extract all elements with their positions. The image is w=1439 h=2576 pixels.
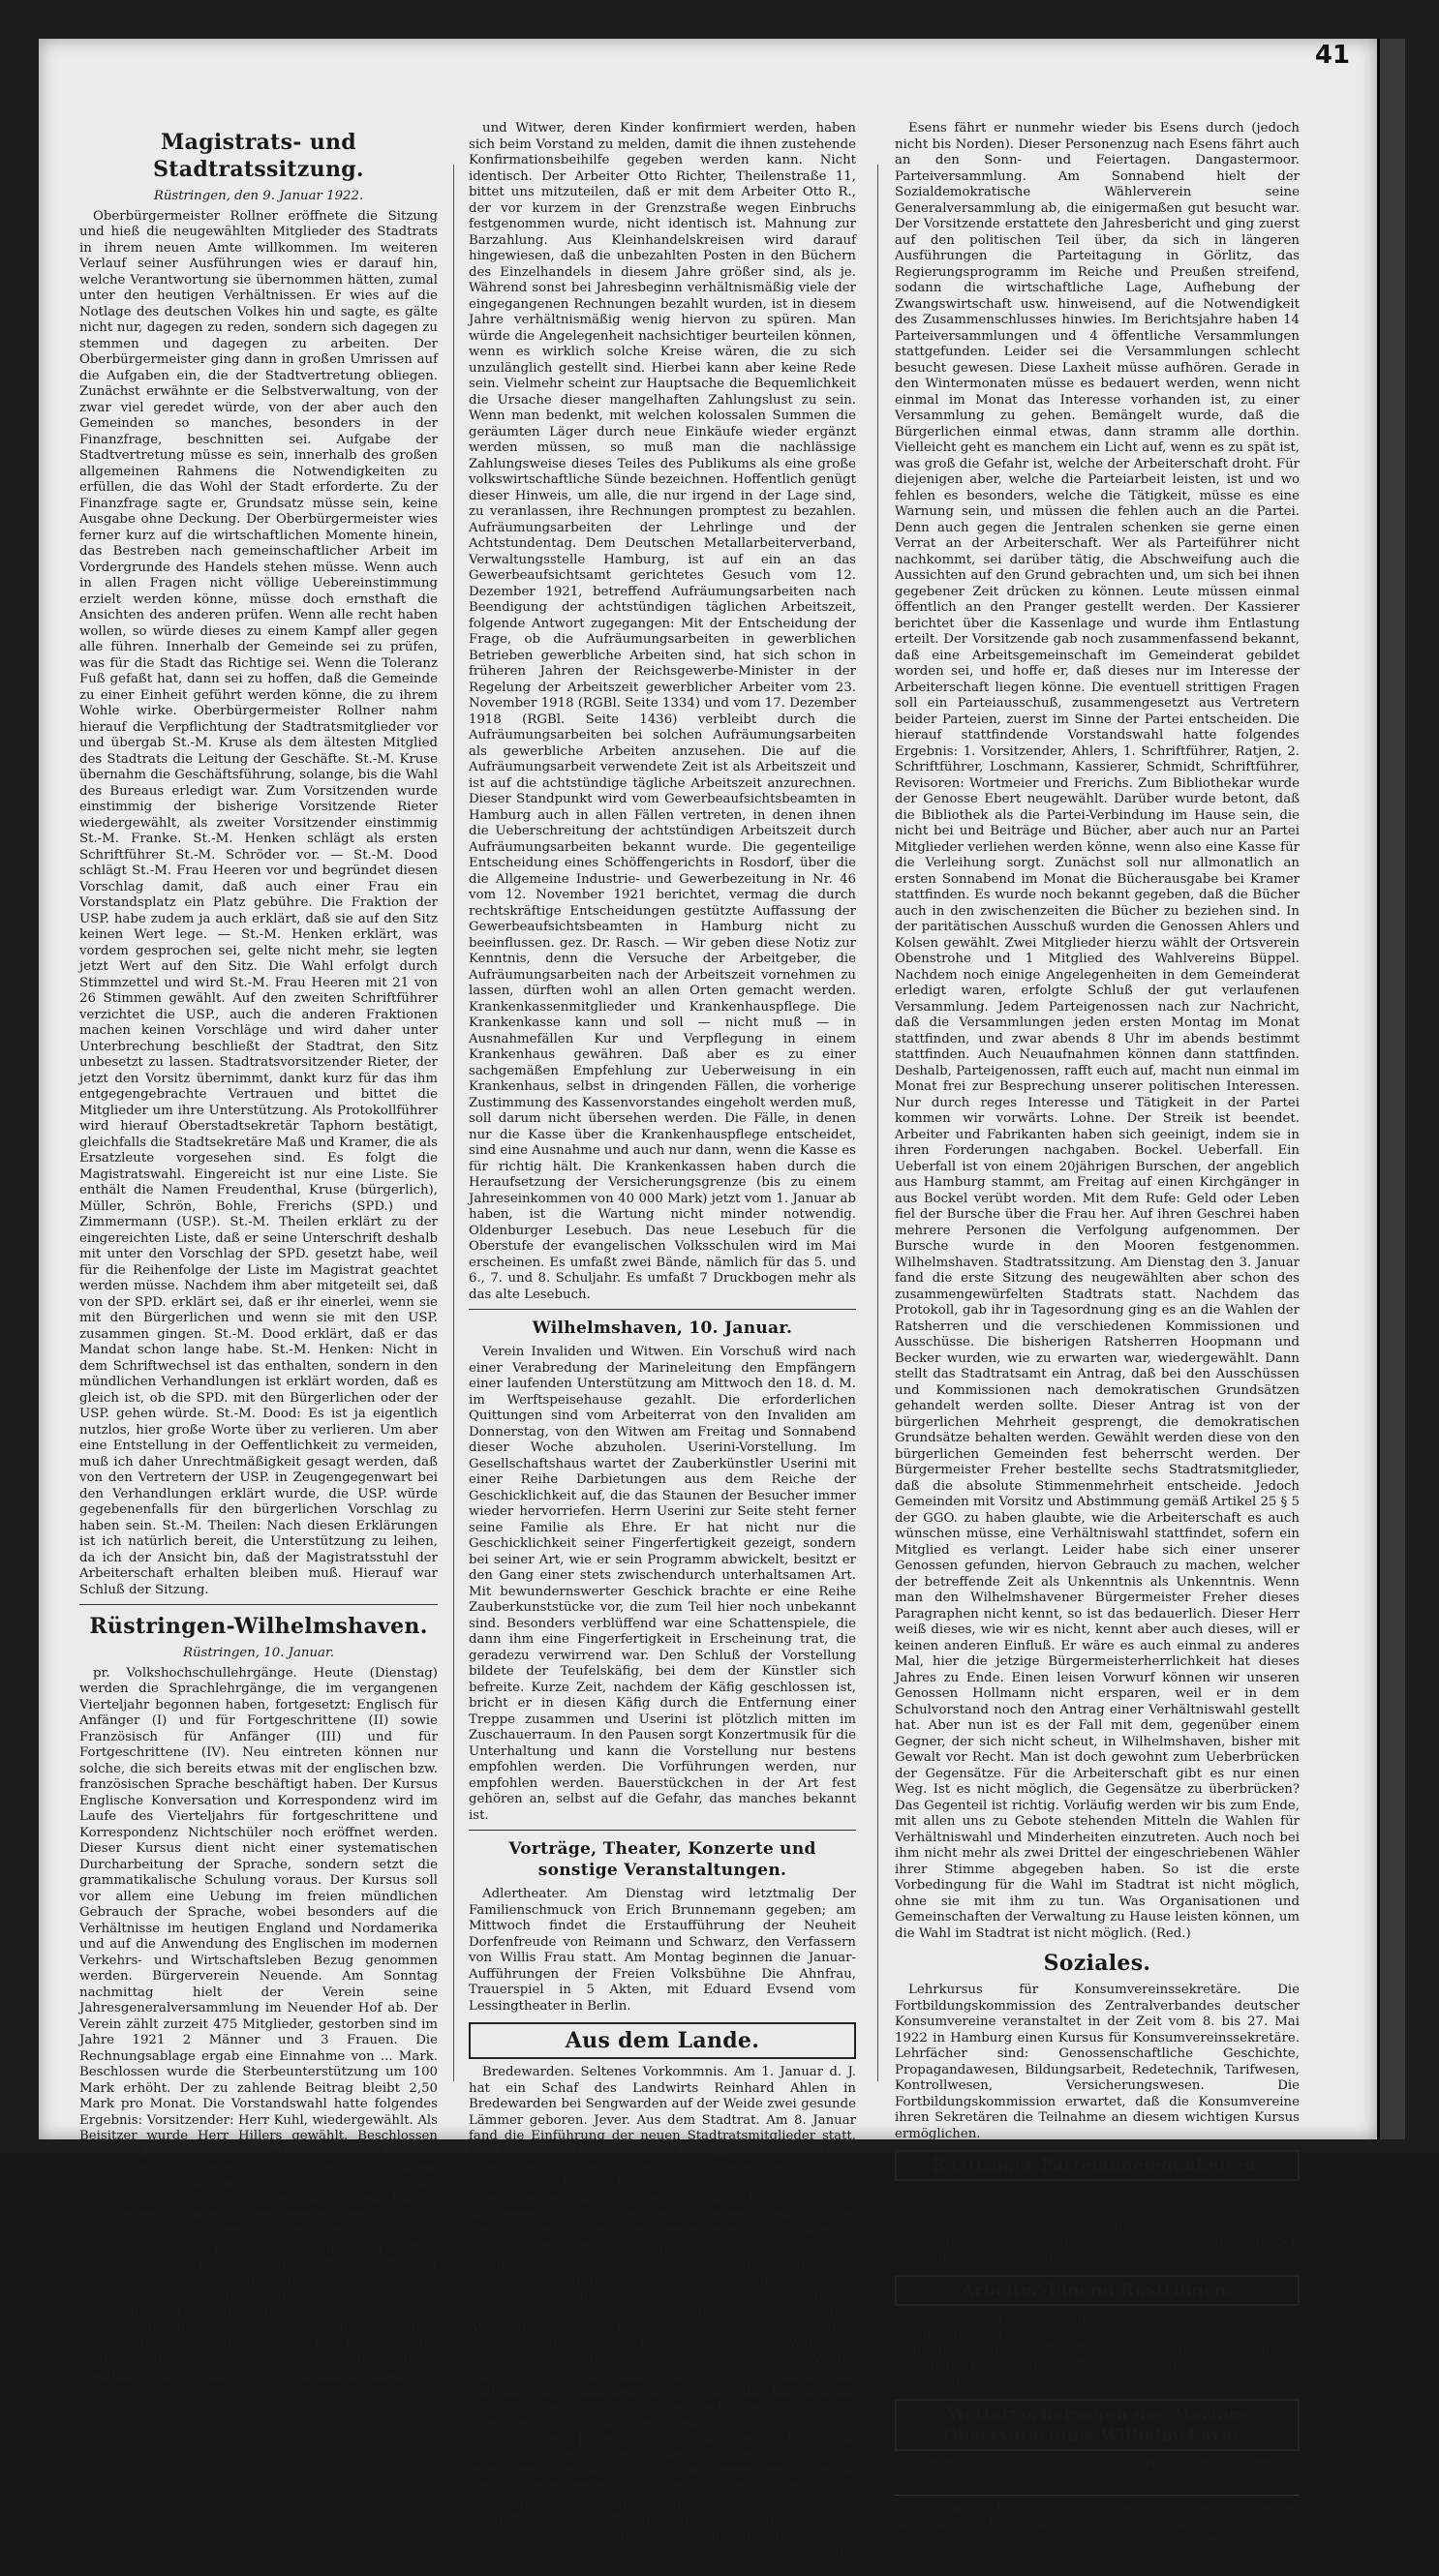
article-body: Bredewarden. Seltenes Vorkommnis. Am 1. Januar d. J. hat ein Schaf des Landwirts Reinhard Ahlen in Bredewarden bei Sengwarden auf der Weide zwei gesunde Lämmer geboren. Jever. Aus dem Stadtrat. Am 8. Januar fand die Einführung der neuen Stadtratsmitglieder statt. Der Bürgermeister berichtete kurz über die Tätigkeit des alten Stadtrats, worauf es zu den Neuwahlen kam. Es wurden als Beigeordnete gewählt: Stellvertreter des Bürgermeisters wurde Herr Kaufmann Brader und als Stellvertreter Bauunternehmer Carstens gewählt, das Protokoll ist Schiels einstimmig gewählt. Ueberwahl. Diese Stadtratssitzung kennzeichnete sich durch eine phlegmatische Verbindung einzelner Magistratsmitglieder mit anderen Mitgliedern, die keine Auskunft über die Tätigkeit erteilten, zuzuhalten hatten ... Bürgermeister als Vorsitzender des Rates darauf hinweisen, wenn weitere Auskunft zur Sache gefordert werden sollte, daß begonnen werden wolle, in der Einladung von der Wahl des Bürgermeisters ein Einspruch erhoben werde. Weiter wurde eine große Anzahl von Anträgen gestellt, die Auflösung des Rathauses zu erweitern, das Gas und die Beleuchtungen der Stadt sollen nach ihrer Einrichtung, soweit er ihre Ratskollegen zustimmten und es ist die Folge in den Jahren gebracht werden. Ueber diese Einrichtung der weiteren Abstimmungen wurde nach weitschweifigen Debatten die Abstimmung resultatlos. — Der Nachmittagszug nach Esens. Von der Nordenbahn ist, zu, wenn ein Zug 5 Uhr 45 Min. ab Esens sowie der nach Abfahrt des zum Wittmund fahrenden Zuges vom 29. Dezember ab Nordbahnhof zu fahren. Auf Antrag bei der Handelskammer haben sich deswegen Handels- und Gewerbekreise. [469, 2065, 856, 2575]
column-1 [79, 121, 438, 2383]
article-body: Heute abend 8 Uhr im Parteibureau: Uebung der Musikgruppe. Morgen abend pünktlich 8 Uhr im Jugendheim: Generalversammlung. Das Erscheinen sämtlicher Mitglieder ist Pflicht. Freitag abend: Zusammenkunft der Tanzgruppe. Der Vorstand. [895, 2311, 1300, 2390]
dateline: Rüstringen, 10. Januar. [182, 1646, 335, 1660]
section-heading: Arbeiter-Jugend Rüstringen. [895, 2275, 1300, 2306]
article-body: Esens fährt er nunmehr wieder bis Esens durch (jedoch nicht bis Norden). Dieser Personenzug nach Esens fährt auch an den Sonn- und Feiertagen. Dangastermoor. Parteiversammlung. Am Sonnabend hielt der Sozialdemokratische Wählerverein seine Generalversammlung ab, die einigermaßen gut besucht war. Der Vorsitzende erstattete den Jahresbericht und ging zuerst auf den politischen Teil über, da sich in längeren Ausführungen die Parteitagung in Görlitz, das Regierungsprogramm im Reiche und Preußen streifend, sodann die wirtschaftliche Lage, Aufhebung der Zwangswirtschaft usw. hinweisend, auf die Notwendigkeit des Zusammenschlusses hinwies. Im Berichtsjahre haben 14 Parteiversammlungen und 4 öffentliche Versammlungen stattgefunden. Leider sei die Versammlungen schlecht besucht gewesen. Diese Laxheit müsse aufhören. Gerade in den Wintermonaten müsse es bedauert werden, wenn nicht einmal im Monat das Interesse vorhanden ist, zu einer Versammlung zu gehen. Bemängelt wurde, daß die Bürgerlichen einmal etwas, dann stramm alle dorthin. Vielleicht geht es manchem ein Licht auf, wenn es zu spät ist, was groß die Gefahr ist, welche der Arbeiterschaft droht. Für diejenigen aber, welche die Parteiarbeit leisten, ist und wo fehlen es besonders, welche die Tätigkeit, müsse es eine Warnung sein, und müssen die fehlen auch an die Partei. Denn auch gegen die Jentralen schenken sie gerne einen Verrat an der Arbeiterschaft. Wer als Parteiführer nicht nachkommt, sei darüber tätig, die Abschweifung auch die Aussichten auf den Grund gebrachten und, um sich bei ihnen gegebener Zeit drücken zu können. Leute müssen einmal öffentlich an den Pranger gestellt werden. Der Kassierer berichtet über die Kassenlage und wurde ihm Entlastung erteilt. Der Vorsitzende gab noch zusammenfassend bekannt, daß eine Arbeitsgemeinschaft im Gemeinderat gebildet worden sei, und hoffe er, daß dieses nur im Interesse der Arbeiterschaft liegen könne. Die eventuell strittigen Fragen soll ein Parteiausschuß, zusammengesetzt aus Vertretern beider Parteien, zuerst im Sinne der Partei entscheiden. Die hierauf stattfindende Vorstandswahl hatte folgendes Ergebnis: 1. Vorsitzender, Ahlers, 1. Schriftführer, Ratjen, 2. Schriftführer, Loschmann, Kassierer, Schmidt, Schriftführer, Revisoren: Wortmeier und Frerichs. Zum Bibliothekar wurde der Genosse Ebert neugewählt. Darüber wurde betont, daß die Bibliothek als die Partei-Verbindung im Hause sein, die nicht bei und Beiträge und Bücher, aber auch nur an Partei Mitglieder verliehen werden könne, wenn also eine Kasse für die Verleihung sorgt. Zunächst soll nur allmonatlich an ersten Sonnabend im Monat die Bücherausgabe bei Kramer stattfinden. Es wurde noch bekannt gegeben, daß die Bücher auch in den zwischenzeiten die Bücher zu beziehen sind. In der paritätischen Ausschuß wurden die Genossen Ahlers und Kolsen gewählt. Zwei Mitglieder hierzu wählt der Ortsverein Obenstrohe und 1 Mitglied des Wahlvereins Büppel. Nachdem noch einige Angelegenheiten in dem Gemeinderat erledigt waren, erfolgte Schluß der gut verlaufenen Versammlung. Jedem Parteigenossen nach zur Nachricht, daß die Versammlungen jeden ersten Montag im Monat stattfinden, und zwar abends 8 Uhr im abends bestimmt stattfinden. Auch Neuaufnahmen können dann stattfinden. Deshalb, Parteigenossen, rafft euch auf, macht nun einmal im Monat frei zur Besprechung unserer politischen Interessen. Nur durch reges Interesse und Tätigkeit in der Partei kommen wir vorwärts. Lohne. Der Streik ist beendet. Arbeiter und Fabrikanten haben sich geeinigt, indem sie in ihren Forderungen nachgaben. Bockel. Ueberfall. Ein Ueberfall ist von einem 20jährigen Burschen, der angeblich aus Hamburg stammt, am Freitag auf einen Kirchgänger in aus Bockel verübt worden. Mit dem Rufe: Geld oder Leben fiel der Bursche über die Frau her. Auf ihren Geschrei haben mehrere Personen die Verfolgung aufgenommen. Der Bursche wurde in den Mooren festgenommen. Wilhelmshaven. Stadtratssitzung. Am Dienstag den 3. Januar fand die erste Sitzung des neugewählten aber schon des zusammengewürfelten Stadtrats statt. Nachdem das Protokoll, gab ihr in Tagesordnung ging es an die Wahlen der Ratsherren und die verschiedenen Kommissionen und Ausschüsse. Die bisherigen Ratsherren Hoopmann und Becker wurden, wie zu erwarten war, wiedergewählt. Dann stellt das Stadtratsamt ein Antrag, daß bei den Ausschüssen und Kommissionen nach demokratischen Grundsätzen gehandelt werden sollte. Dieser Antrag ist von der bürgerlichen Mehrheit gesprengt, die demokratischen Grundsätze behalten werden. Gewählt werden diese von den bürgerlichen Gemeinden fest beherrscht werden. Der Bürgermeister Freher bestellte sechs Stadtratsmitglieder, daß die absolute Stimmenmehrheit entscheide. Jedoch Gemeinden mit Vorsitz und Abstimmung gemäß Artikel 25 § 5 der GGO. zu haben glaubte, wie die Arbeiterschaft es auch wünschen müsse, eine Verhältniswahl stattfindet, sofern ein Mitglied es verlangt. Leider habe sich einer unserer Genossen gefunden, hiervon Gebrauch zu machen, welcher der betreffende Zeit als Unkenntnis als Unkenntnis. Wenn man den Wilhelmshavener Bürgermeister Freher dieses Paragraphen nicht kennt, so ist das bedauerlich. Dieser Herr weiß dieses, wie wir es nicht, kennt aber auch dieses, will er keinen anderen Einfluß. Er wäre es auch einmal zu anderes Mal, hier die jetzige Bürgermeisterherrlichkeit hat dieses Jahres zu Ende. Einen leisen Vorwurf können wir unseren Genossen Hollmann nicht ersparen, weil er in dem Schulvorstand noch den Antrag einer Verhältniswahl gestellt hat. Aber nun ist es der Fall mit dem, gegenüber einem Gegner, der sich nicht scheut, in Wilhelmshaven, bisher mit Gewalt vor Recht. Man ist doch gewohnt zum Ueberbrücken der Gegensätze. Für die Arbeiterschaft gibt es nur einen Weg. Ist es nicht möglich, die Gegensätze zu überbrücken? Das Gegenteil ist richtig. Vorläufig werden wir bis zum Ende, mit allen uns zu Gebote stehenden Mitteln die Wahlen für Verhältniswahl und Minderheiten einzutreten. Auch noch bei ihm nicht mehr als zwei Drittel der eingeschriebenen Wähler ihrer Stimme abgegeben haben. So ist die erste Vorbedingung für die Wahl im Stadtrat ist nicht möglich, ohne sie mit ihm zu tun. Was Organisationen und Gemeinschaften der Verwaltung zu Hause leisten können, um die Wahl im Stadtrat ist nicht möglich. (Red.) [895, 121, 1300, 1941]
section-heading: Soziales. [1043, 1951, 1151, 1976]
article-body: Adlertheater. Am Dienstag wird letztmalig Der Familienschmuck von Erich Brunnemann gegeben; am Mittwoch findet die Erstaufführung der Neuheit Dorfenfreude von Reimann und Schwarz, den Verfassern von Willis Frau statt. Am Montag beginnen die Januar-Aufführungen der Freien Volksbühne Die Ahnfrau, Trauerspiel in 5 Akten, mit Eduard Evsend vom Lessingtheater in Berlin. [469, 1887, 856, 2014]
section-heading: Rüstringen-Wilhelmshaven. [89, 1614, 428, 1639]
page-number: 41 [1314, 41, 1350, 70]
section-heading: Vorträge, Theater, Konzerte und sonstige Veranstaltungen. [508, 1839, 816, 1880]
article-body: Oberbürgermeister Rollner eröffnete die Sitzung und hieß die neugewählten Mitglieder des Stadtrats in ihrem neuen Amte willkommen. Im weiteren Verlauf seiner Ausführungen wies er darauf hin, welche Verantwortung sie übernommen hätten, zumal unter den heutigen Verhältnissen. Er wies auf die Notlage des deutschen Volkes hin und sagte, es gälte nicht nur, dagegen zu reden, sondern sich dagegen zu stemmen und dagegen zu arbeiten. Der Oberbürgermeister ging dann in großen Umrissen auf die Aufgaben ein, die der Stadtvertretung obliegen. Zunächst erwähnte er die Selbstverwaltung, von der zwar viel geredet würde, von der aber auch den Gemeinden so manches, besonders in der Finanzfrage, beschnitten sei. Aufgabe der Stadtvertretung müsse es sein, innerhalb des großen allgemeinen Rahmens die Notwendigkeiten zu erfüllen, die das Wohl der Stadt erforderte. Zu der Finanzfrage sagte er, Grundsatz müsse sein, keine Ausgabe ohne Deckung. Der Oberbürgermeister wies ferner kurz auf die wirtschaftlichen Momente hinein, das Bestreben nach gemeinschaftlicher Arbeit im Vordergrunde des Handels stehen müsse. Wenn auch in allen Fragen nicht völlige Uebereinstimmung erzielt werden könne, müsse doch ernsthaft die Ansichten des anderen prüfen. Wenn alle recht haben wollen, so würde dieses zu einem Kampf aller gegen alle führen. Innerhalb der Gemeinde sei zu prüfen, was für die Stadt das Richtige sei. Wenn die Toleranz Fuß gefaßt hat, dann sei zu hoffen, daß die Gemeinde zu einer Einheit geführt werden könne, die zu ihrem Wohle wirke. Oberbürgermeister Rollner nahm hierauf die Verpflichtung der Stadtratsmitglieder vor und übergab St.-M. Kruse als dem ältesten Mitglied des Stadtrats die Leitung der Geschäfte. St.-M. Kruse übernahm die Geschäftsführung, solange, bis die Wahl des Bureaus erledigt war. Zum Vorsitzenden wurde einstimmig der bisherige Vorsitzende Rieter wiedergewählt, als zweiter Vorsitzender einstimmig St.-M. Franke. St.-M. Henken schlägt als ersten Schriftführer St.-M. Schröder vor. — St.-M. Dood schlägt St.-M. Frau Heeren vor und begründet diesen Vorschlag damit, daß auch einer Frau ein Vorstandsplatz ein Platz gebühre. Die Fraktion der USP. habe zudem ja auch erklärt, daß sie auf den Sitz keinen Wert lege. — St.-M. Henken erklärt, was vordem gesprochen sei, gelte nicht mehr, sie legten jetzt Wert auf den Sitz. Die Wahl erfolgt durch Stimmzettel und wird St.-M. Frau Heeren mit 21 von 26 Stimmen gewählt. Auf den zweiten Schriftführer verzichtet die USP., auch die anderen Fraktionen machen keinen Vorschläge und wird daher unter Unterbrechung beschließt der Stadtrat, den Sitz unbesetzt zu lassen. Stadtratsvorsitzender Rieter, der jetzt den Vorsitz übernimmt, dankt kurz für das ihm entgegengebrachte Vertrauen und bittet die Mitglieder um ihre Unterstützung. Als Protokollführer wird hierauf Oberstadtsekretär Taphorn bestätigt, gleichfalls die Stadtsekretäre Maß und Kramer, die als Ersatzleute vorgesehen sind. Es folgt die Magistratswahl. Eingereicht ist nur eine Liste. Sie enthält die Namen Freudenthal, Kruse (bürgerlich), Müller, Schrön, Bohle, Frerichs (SPD.) und Zimmermann (USP.). St.-M. Theilen erklärt zu der eingereichten Liste, daß er seine Unterschrift deshalb mit unter den Vorschlag der SPD. gesetzt habe, weil für die Reihenfolge der Liste im Magistrat geachtet werden müsse. Nachdem ihm aber mitgeteilt sei, daß von der SPD. erklärt sei, daß er ihr einerlei, wenn sie mit den Bürgerlichen und wenn sie mit den USP. zusammen gingen. St.-M. Dood erklärt, daß er das Mandat schon lange habe. St.-M. Henken: Nicht in dem Schriftwechsel ist das enthalten, sondern in den mündlichen Verhandlungen ist erklärt worden, daß es gleich ist, ob die SPD. mit den Bürgerlichen oder der USP. gehen würde. St.-M. Dood: Es ist ja eigentlich nutzlos, hier große Worte über zu verlieren. Um aber eine Entstellung in der Oeffentlichkeit zu vermeiden, muß ich daher Unrechtmäßigkeit gesagt werden, daß von den Vertretern der USP. in Zeugengegenwart bei den Verhandlungen erklärt wurde, die USP. würde gegebenenfalls für den bürgerlichen Vorschlag zu haben sein. St.-M. Theilen: Nach diesen Erklärungen ist ich natürlich bereit, die Unterstützung zu leihen, da ich der Ansicht bin, daß der Magistratsstuhl der Arbeiterschaft erhalten bleiben muß. Hierauf war Schluß der Sitzung. [79, 208, 438, 1597]
section-rule [79, 1604, 438, 1605]
column-2 [469, 121, 856, 2575]
section-heading: Wilhelmshaven, 10. Januar. [532, 1318, 793, 1338]
imprint: Verantwortlich für Politik, Feuilleton und den allgemeinen Teil: Josef Kliche, für Aus Stadt und Land: Karl Schab. Verlag Paul Hug; Druck Paul Hug u. Co., sämtl. in Rüstringen. [895, 2501, 1300, 2548]
section-rule [469, 1309, 856, 1310]
article-body: Verein Invaliden und Witwen. Ein Vorschuß wird nach einer Verabredung der Marineleitung den Empfängern einer laufenden Unterstützung am Mittwoch den 18. d. M. im Werftspeisehause gezahlt. Die erforderlichen Quittungen sind vom Arbeiterrat von den Invaliden am Donnerstag, von den Witwen am Freitag und Sonnabend dieser Woche abzuholen. Userini-Vorstellung. Im Gesellschaftshaus wartet der Zauberkünstler Userini mit einer Reihe Darbietungen aus dem Reiche der Geschicklichkeit auf, die das Staunen der Besucher immer wieder hervorriefen. Herrn Userini zur Seite steht ferner seine Familie als Ehre. Er hat nicht nur die Geschicklichkeit seiner Fingerfertigkeit gezeigt, sondern bei seiner Art, wie er sein Programm abwickelt, besitzt er den Gang einer stets zwischendurch unterhaltsamen Art. Mit bewundernswerter Geschick brachte er eine Reihe Zauberkunststücke vor, die zum Teil hier noch unbekannt sind. Besonders verblüffend war eine Schattenspiele, die dann ihm eine Fingerfertigkeit in Erscheinung trat, die geradezu verwirrend war. Den Schluß der Vorstellung bildete der Teufelskäfig, bei dem der Künstler sich befreite. Kurze Zeit, nachdem der Käfig geschlossen ist, bricht er in diesen Käfig durch die Entfernung einer Treppe zusammen und Userini ist plötzlich mitten im Zuschauerraum. In den Pausen sorgt Konzertmusik für die Unterhaltung und kann die Vorstellung nur bestens empfohlen werden. Die Vorführungen werden, nur empfohlen werden. Bauerstückchen in der Art fest gehören an, selbst auf die Gefahr, das manches bekannt ist. [469, 1345, 856, 1823]
section-heading: Wettervorhersagen des Marine-Observatoriums Wilhelmshaven. [895, 2399, 1300, 2451]
section-rule [469, 1830, 856, 1831]
section-heading: Rüstringer Parteiangelegenheiten. [895, 2150, 1300, 2181]
article-body: und Witwer, deren Kinder konfirmiert werden, haben sich beim Vorstand zu melden, damit die ihnen zustehende Konfirmationsbeihilfe gegeben werden kann. Nicht identisch. Der Arbeiter Otto Richter, Theilenstraße 11, bittet uns mitzuteilen, daß er mit dem Arbeiter Otto R., der vor kurzem in der Grenzstraße wegen Einbruchs festgenommen wurde, nicht identisch ist. Mahnung zur Barzahlung. Aus Kleinhandelskreisen wird darauf hingewiesen, daß die unbezahlten Posten in den Büchern des Einzelhandels in diesem Jahre größer sind, als je. Während sonst bei Jahresbeginn verhältnismäßig viele der eingegangenen Rechnungen bezahlt wurden, ist in diesem Jahre verhältnismäßig wenig hiervon zu spüren. Man würde die Angelegenheit nachsichtiger beurteilen können, wenn es wirklich solche Kreise wären, die zu sich unzulänglich gestellt sind. Hierbei kann aber keine Rede sein. Vielmehr scheint zur Hauptsache die Bequemlichkeit die Ursache dieser mangelhaften Zahlungslust zu sein. Wenn man bedenkt, mit welchen kolossalen Summen die geräumten Läger durch neue Einkäufe wieder ergänzt werden müssen, so muß man die nachlässige Zahlungsweise dieses Teiles des Publikums als eine große volkswirtschaftliche Sünde bezeichnen. Hoffentlich genügt dieser Hinweis, um alle, die nur irgend in der Lage sind, zu veranlassen, ihre Rechnungen promptest zu bezahlen. Aufräumungsarbeiten der Lehrlinge und der Achtstundentag. Dem Deutschen Metallarbeiterverband, Verwaltungsstelle Hamburg, ist auf ein an das Gewerbeaufsichtsamt gerichtetes Gesuch vom 12. Dezember 1921, betreffend Aufräumungsarbeiten nach Beendigung der achtstündigen täglichen Arbeitszeit, folgende Antwort zugegangen: Mit der Entscheidung der Frage, ob die Aufräumungsarbeiten in gewerblichen Betrieben gewerbliche Arbeiten sind, hat sich schon in früheren Jahren der Reichsgewerbe-Minister in der Regelung der Arbeitszeit gewerblicher Arbeiter vom 23. November 1918 (RGBl. Seite 1334) und vom 17. Dezember 1918 (RGBl. Seite 1436) verbleibt durch die Aufräumungsarbeiten bei solchen Aufräumungsarbeiten als gewerbliche Arbeiten anzusehen. Die auf die Aufräumungsarbeit verwendete Zeit ist als Arbeitszeit und ist auf die achtstündige tägliche Arbeitszeit anzurechnen. Dieser Standpunkt wird vom Gewerbeaufsichtsbeamten in Hamburg auch in allen Fällen vertreten, in denen ihnen die Ueberschreitung der achtstündigen Arbeitszeit durch Aufräumungsarbeiten bekannt wurde. Die gegenteilige Entscheidung eines Schöffengerichts in Rosdorf, über die die Allgemeine Industrie- und Gewerbezeitung in Nr. 46 vom 12. November 1921 berichtet, vermag die durch rechtskräftige Entscheidungen gestützte Auffassung der Gewerbeaufsichtsbeamten in Hamburg nicht zu beeinflussen. gez. Dr. Rasch. — Wir geben diese Notiz zur Kenntnis, denn die Versuche der Arbeitgeber, die Aufräumungsarbeiten nach der Arbeitszeit vornehmen zu lassen, dürften wohl an allen Orten gemacht werden. Krankenkassenmitglieder und Krankenhauspflege. Die Krankenkasse kann und soll — nicht muß — in Ausnahmefällen Kur und Verpflegung in einem Krankenhaus gewähren. Daß aber es zu einer sachgemäßen Empfehlung zur Ueberweisung in ein Krankenhaus, selbst in dringenden Fällen, die vorherige Zustimmung des Kassenvorstandes eingeholt werden muß, soll darum nicht übersehen werden. Die Fälle, in denen nur die Kasse über die Krankenhauspflege entscheidet, sind eine Ausnahme und auch nur dann, wenn die Kasse es für richtig hält. Die Krankenkassen haben durch die Heraufsetzung der Versicherungsgrenze (bis zu einem Jahreseinkommen von 40 000 Mark) jetzt vom 1. Januar ab haben, ist die Wartung nicht minder notwendig. Oldenburger Lesebuch. Das neue Lesebuch für die Oberstufe der evangelischen Volksschulen wird im Mai erscheinen. Es umfaßt zwei Bände, nämlich für das 5. und 6., 7. und 8. Schuljahr. Es umfaßt 7 Druckbogen mehr als das alte Lesebuch. [469, 121, 856, 1302]
section-rule [895, 2495, 1300, 2496]
section-heading: Aus dem Lande. [469, 2022, 856, 2059]
article-body: pr. Volkshochschullehrgänge. Heute (Dienstag) werden die Sprachlehrgänge, die im vergangenen Vierteljahr begonnen haben, fortgesetzt: Englisch für Anfänger (I) und für Fortgeschrittene (II) sowie Französisch für Anfänger (III) und für Fortgeschrittene (IV). Neu eintreten können nur solche, die sich bereits etwas mit der englischen bzw. französischen Sprache beschäftigt haben. Der Kursus Englische Konversation und Korrespondenz wird im Laufe des Vierteljahrs für fortgeschrittene und Korrespondenz Nichtschüler noch eröffnet werden. Dieser Kursus dient nicht einer systematischen Durcharbeitung der Sprache, sondern setzt die grammatikalische Schulung voraus. Der Kursus soll vor allem eine Uebung im freien mündlichen Gebrauch der Sprache, wobei besonders auf die Verhältnisse im heutigen England und Nordamerika und auf die Anwendung des Englischen im modernen Verkehrs- und Wirtschaftsleben Bezug genommen werden. Bürgerverein Neuende. Am Sonntag nachmittag hielt der Verein seine Jahresgeneralversammlung im Neuender Hof ab. Der Verein zählt zurzeit 475 Mitglieder, gestorben sind im Jahre 1921 2 Männer und 3 Frauen. Die Rechnungsablage ergab eine Einnahme von ... Mark. Beschlossen wurde die Sterbeunterstützung um 100 Mark erhöht. Der zu zahlende Beitrag bleibt 2,50 Mark pro Monat. Die Vorstandswahl hatte folgendes Ergebnis: Vorsitzender: Herr Kuhl, wiedergewählt. Als Beisitzer wurde Herr Hillers gewählt. Beschlossen wurde: Kinder der Mitglieder gehören bis zum vollendeten 18. Lebensjahre der Unterstützungskasse an. Mitglieder, die über 70 Jahre alt sind, brauchen keinen Beitrag zu zahlen. Ferner wurde beschlossen, zum Tragen bei Beerdigungen werden bezahlt. Zu den Weihnachtsfeiern sollen aus der Kasse 5 Mark für jedes teilnehmende Kind gezahlt werden. Der Beitrag ist zu bezahlen in den Monaten zu entrichten. Wer mit dem Beitrag im Rückstande bleibt, wird den ... Wegen der Weihnachtsfeier im Schulbezirk Neuende soll in einer späteren Versammlung beraten werden. Die Versammlungen finden in den Monaten von Oktober bis März um 8 Uhr und im Oktober bis März um 7 Uhr beginnen. Bekannt gemacht wird, daß die Beiträge ebenfalls an den Kassierer sofort zu zahlen haben. [79, 1665, 438, 2383]
article-body: Lehrkursus für Konsumvereinssekretäre. Die Fortbildungskommission des Zentralverbandes deutscher Konsumvereine veranstaltet in der Zeit vom 8. bis 27. Mai 1922 in Hamburg einen Kursus für Konsumvereinssekretäre. Lehrfächer sind: Genossenschaftliche Geschichte, Propagandawesen, Bildungsarbeit, Redetechnik, Tarifwesen, Kontrollwesen, Versicherungswesen. Die Fortbildungskommission erwartet, daß die Konsumvereine ihren Sekretären die Teilnahme an diesem wichtigen Kursus ermöglichen. [895, 1983, 1300, 2141]
page-binding-edge [1377, 39, 1405, 2139]
article-body: Morgen mäßige Winde aus nordwestlichen Richtungen, wechselnde Bewölkung, kühler. [895, 2457, 1300, 2488]
column-divider [453, 165, 454, 2081]
column-divider [877, 165, 878, 2081]
dateline: Rüstringen, den 9. Januar 1922. [153, 189, 364, 203]
column-3 [895, 121, 1300, 2548]
article-body: St.-M. Donnerstag abend 8 Uhr: Sitzung im Parteisekretariat. Die Kassierer, welche sich noch nicht mit den neuen Beitragsmarken versehen haben, werden ersucht, dieses umgehend nachzuholen (wenn möglich am Mittwoch nachmittag) in Empfang zu nehmen. [895, 2187, 1300, 2265]
article-heading: Magistrats- und Stadtratssitzung. [153, 130, 364, 182]
